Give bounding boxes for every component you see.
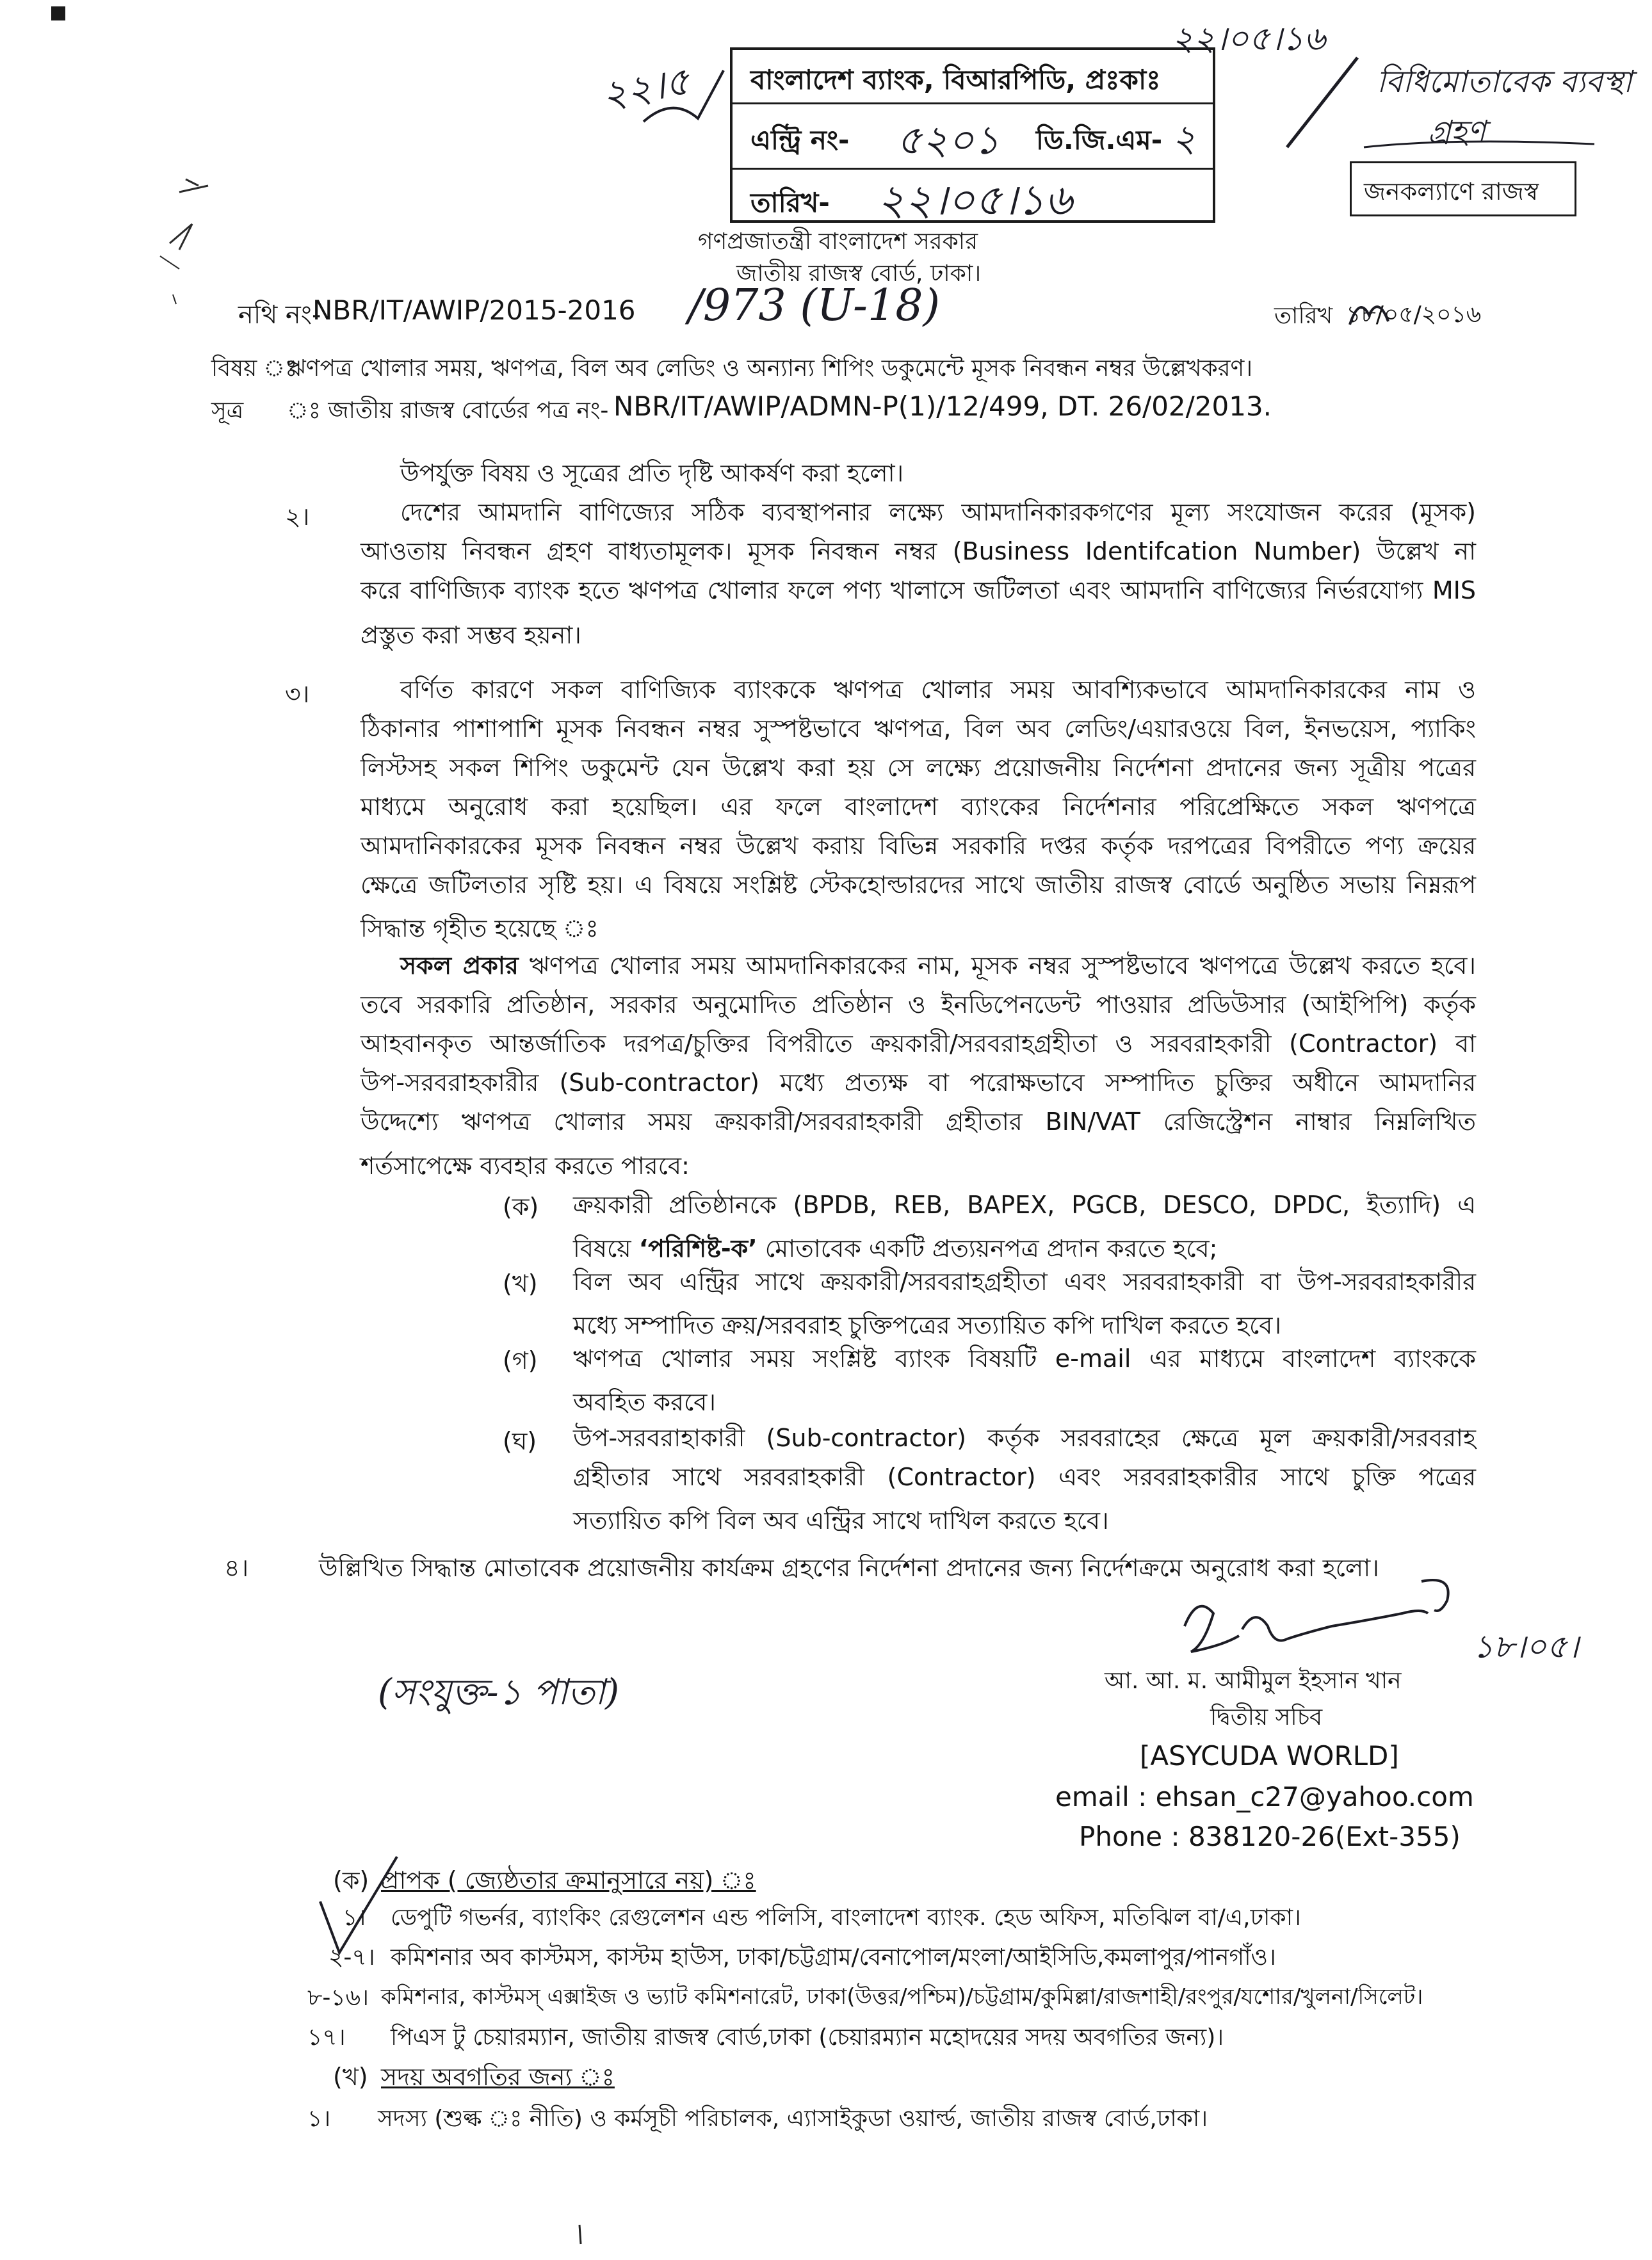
recipient-num: ১৭। <box>307 2024 346 2051</box>
decision-first-rest: ঋণপত্র খোলার সময় আমদানিকারকের নাম, মূসক নম্বর সুস্পষ্টভাবে ঋণপত্রে উল্লেখ করতে হবে। <box>518 951 1476 980</box>
signature-handwritten <box>1178 1575 1486 1665</box>
gov-line1: গণপ্রজাতন্ত্রী বাংলাদেশ সরকার <box>698 229 978 255</box>
para2-last-line: প্রস্তুত করা সম্ভব হয়না। <box>360 621 581 649</box>
para2-line: করে বাণিজ্যিক ব্যাংক হতে ঋণপত্র খোলার ফলে পণ্য খালাসে জটিলতা এবং আমদানি বাণিজ্যের নির্ভরযোগ্য MIS <box>360 576 1476 604</box>
recipients-heading-label: (ক) <box>333 1866 369 1894</box>
decision-first-line <box>400 946 1476 985</box>
item-label: (গ) <box>503 1346 538 1375</box>
decision-line: তবে সরকারি প্রতিষ্ঠান, সরকার অনুমোদিত প্রতিষ্ঠান ও ইনডিপেনডেন্ট পাওয়ার প্রডিউসার (আইপিপি) কর্তৃক <box>360 990 1476 1019</box>
date-label: তারিখ <box>1274 303 1333 329</box>
attachment-note: (সংযুক্ত-১ পাতা) <box>378 1672 620 1713</box>
para2-line: দেশের আমদানি বাণিজ্যের সঠিক ব্যবস্থাপনার লক্ষ্যে আমদানিকারকগণের মূল্য সংযোজন করের (মূসক) <box>400 498 1476 526</box>
top-right-note: বিধিমোতাবেক ব্যবস্থা <box>1377 64 1632 100</box>
top-right-stroke <box>1281 51 1370 154</box>
para3-line: আমদানিকারকের মূসক নিবন্ধন নম্বর উল্লেখ করায় বিভিন্ন সরকারি দপ্তর কর্তৃক দরপত্রের বিপরীতে পণ্য ক্রয়ের <box>360 832 1476 860</box>
para4-text: উল্লিখিত সিদ্ধান্ত মোতাবেক প্রয়োজনীয় কার্যক্রম গ্রহণের নির্দেশনা প্রদানের জন্য নির্দেশক্রমে অনুরোধ করা হলো। <box>319 1554 1379 1582</box>
signature-phone: Phone : 838120-26(Ext-355) <box>1079 1821 1461 1852</box>
stamp-entry-label: এন্ট্রি নং- <box>750 124 850 156</box>
stamp-dgm-label: ডি.জি.এম- <box>1036 124 1163 156</box>
info-heading: সদয় অবগতির জন্য ঃ <box>381 2063 615 2091</box>
decision-line: উদ্দেশ্যে ঋণপত্র খোলার সময় ক্রয়কারী/সরবরাহকারী গ্রহীতার BIN/VAT রেজিস্ট্রেশন নাম্বার নিম্নলিখিত <box>360 1108 1476 1136</box>
stamp-divider-1 <box>730 102 1213 104</box>
info-text: সদস্য (শুল্ক ঃ নীতি) ও কর্মসূচী পরিচালক, এ্যাসাইকুডা ওয়ার্ল্ড, জাতীয় রাজস্ব বোর্ড,ঢাকা। <box>378 2106 1208 2132</box>
signature-date: ১৮।০৫। <box>1473 1628 1579 1665</box>
item-label: (খ) <box>503 1270 538 1298</box>
item-label: (ক) <box>503 1193 539 1221</box>
decision-last-line: শর্তসাপেক্ষে ব্যবহার করতে পারবে: <box>360 1152 690 1180</box>
fold-line <box>573 2222 611 2247</box>
item-bold-annex: ‘পরিশিষ্ট-ক’ <box>638 1234 757 1263</box>
recipients-heading: প্রাপক ( জ্যেষ্ঠতার ক্রমানুসারে নয়) ঃ <box>381 1866 756 1894</box>
para3-line: ঠিকানার পাশাপাশি মূসক নিবন্ধন নম্বর সুস্পষ্টভাবে ঋণপত্র, বিল অব লেডিং/এয়ারওয়ে বিল, ইনভয়েস, প্যাকিং <box>360 714 1476 743</box>
signature-name: আ. আ. ম. আমীমুল ইহসান খান <box>1105 1668 1402 1694</box>
signature-designation: দ্বিতীয় সচিব <box>1210 1704 1323 1731</box>
stamp-line1: বাংলাদেশ ব্যাংক, বিআরপিডি, প্রঃকাঃ <box>750 64 1161 95</box>
subject-label: বিষয় ঃ <box>211 355 298 382</box>
stamp-dgm-value: ২ <box>1172 117 1196 160</box>
para3-number: ৩। <box>285 680 310 708</box>
recipient-num: ২-৭। <box>328 1944 375 1971</box>
info-heading-label: (খ) <box>333 2063 368 2091</box>
para3-line: লিস্টসহ সকল শিপিং ডকুমেন্ট যেন উল্লেখ করা হয় সে লক্ষ্যে প্রয়োজনীয় নির্দেশনা প্রদানের জন্য সূত্রীয় পত্রের <box>360 754 1476 782</box>
reference-label: সূত্র <box>211 398 244 424</box>
signature-office: [ASYCUDA WORLD] <box>1140 1740 1399 1772</box>
item-line: অবহিত করবে। <box>573 1388 716 1416</box>
reference-text-bn: ঃ জাতীয় রাজস্ব বোর্ডের পত্র নং- <box>287 398 609 424</box>
top-margin-note: ২২।০৫।১৬ <box>1172 20 1325 58</box>
para4-number: ৪। <box>224 1554 249 1582</box>
para3-line: বর্ণিত কারণে সকল বাণিজ্যিক ব্যাংককে ঋণপত্র খোলার সময় আবশ্যিকভাবে আমদানিকারকের নাম ও <box>400 675 1476 704</box>
scan-corner-mark <box>51 6 65 20</box>
left-margin-tick <box>640 83 730 147</box>
stamp-entry-value: ৫২০১ <box>896 117 1000 163</box>
recipient-text: কমিশনার অব কাস্টমস, কাস্টম হাউস, ঢাকা/চট্টগ্রাম/বেনাপোল/মংলা/আইসিডি,কমলাপুর/পানগাঁও। <box>391 1944 1276 1971</box>
recipient-text: পিএস টু চেয়ারম্যান, জাতীয় রাজস্ব বোর্ড,ঢাকা (চেয়ারম্যান মহোদয়ের সদয় অবগতির জন্য)। <box>391 2024 1224 2051</box>
item-label: (ঘ) <box>503 1427 537 1455</box>
item-line: সত্যায়িত কপি বিল অব এন্ট্রির সাথে দাখিল করতে হবে। <box>573 1506 1109 1535</box>
date-value: ১৮/০৫/২০১৬ <box>1346 302 1482 328</box>
top-right-underline <box>1357 134 1601 160</box>
reference-text-en: NBR/IT/AWIP/ADMN-P(1)/12/499, DT. 26/02/2013. <box>613 391 1272 422</box>
decision-first-bold: সকল প্রকার <box>400 951 519 980</box>
stamp-date-label: তারিখ- <box>750 187 830 218</box>
item-line: উপ-সরবরাহাকারী (Sub-contractor) কর্তৃক সরবরাহের ক্ষেত্রে মূল ক্রয়কারী/সরবরাহ <box>573 1424 1476 1452</box>
signature-email: email : ehsan_c27@yahoo.com <box>1055 1781 1474 1812</box>
top-right-note-2: গ্রহণ <box>1428 114 1486 150</box>
file-no-value: NBR/IT/AWIP/2015-2016 <box>312 295 636 326</box>
item-line: বিষয়ে ‘পরিশিষ্ট-ক’ মোতাবেক একটি প্রত্যয়নপত্র প্রদান করতে হবে; <box>573 1234 1218 1263</box>
gov-line2: জাতীয় রাজস্ব বোর্ড, ঢাকা। <box>736 261 982 287</box>
recipient-num: ৮-১৬। <box>307 1985 369 2011</box>
para2-line: আওতায় নিবন্ধন গ্রহণ বাধ্যতামূলক। মূসক নিবন্ধন নম্বর (Business Identifcation Number) উল্লেখ না <box>360 537 1476 565</box>
slogan: জনকল্যাণে রাজস্ব <box>1364 177 1539 206</box>
date-hand-overwrite <box>1343 289 1395 334</box>
para2-number: ২। <box>285 503 310 531</box>
file-no-handwritten: /973 (U-18) <box>688 280 940 331</box>
recipient-text: ডেপুটি গভর্নর, ব্যাংকিং রেগুলেশন এন্ড পলিসি, বাংলাদেশ ব্যাংক. হেড অফিস, মতিঝিল বা/এ,ঢাকা। <box>391 1905 1301 1931</box>
decision-line: আহবানকৃত আন্তর্জাতিক দরপত্র/চুক্তির বিপরীতে ক্রয়কারী/সরবরাহগ্রহীতা ও সরবরাহকারী (Contractor) বা <box>360 1029 1476 1058</box>
recipient-text: কমিশনার, কাস্টমস্ এক্সাইজ ও ভ্যাট কমিশনারেট, ঢাকা(উত্তর/পশ্চিম)/চট্টগ্রাম/কুমিল্লা/রাজশাহী/রংপুর/যশোর/খুলনা/সিলেট। <box>381 1984 1423 2010</box>
item-line: মধ্যে সম্পাদিত ক্রয়/সরবরাহ চুক্তিপত্রের সত্যায়িত কপি দাখিল করতে হবে। <box>573 1311 1282 1339</box>
subject-text: ঋণপত্র খোলার সময়, ঋণপত্র, বিল অব লেডিং ও অন্যান্য শিপিং ডকুমেন্টে মূসক নিবন্ধন নম্বর উল্লেখকরণ। <box>287 355 1253 382</box>
para3-last-line: সিদ্ধান্ত গৃহীত হয়েছে ঃ <box>360 914 599 942</box>
stamp-date-value: ২২।০৫।১৬ <box>877 175 1073 225</box>
para1: উপর্যুক্ত বিষয় ও সূত্রের প্রতি দৃষ্টি আকর্ষণ করা হলো। <box>400 459 904 487</box>
para3-line: মাধ্যমে অনুরোধ করা হয়েছিল। এর ফলে বাংলাদেশ ব্যাংকের নির্দেশনার পরিপ্রেক্ষিতে সকল ঋণপত্রে <box>360 793 1476 821</box>
item-line: ক্রয়কারী প্রতিষ্ঠানকে (BPDB, REB, BAPEX, PGCB, DESCO, DPDC, ইত্যাদি) এ <box>573 1191 1476 1219</box>
item-line: গ্রহীতার সাথে সরবরাহকারী (Contractor) এবং সরবরাহকারীর সাথে চুক্তি পত্রের <box>573 1463 1476 1491</box>
para3-line: ক্ষেত্রে জটিলতার সৃষ্টি হয়। এ বিষয়ে সংশ্লিষ্ট স্টেকহোল্ডারদের সাথে জাতীয় রাজস্ব বোর্ডে অনুষ্ঠিত সভায় নিম্নরূপ <box>360 871 1476 899</box>
recipient-num: ১। <box>343 1905 366 1931</box>
item-line: বিল অব এন্ট্রির সাথে ক্রয়কারী/সরবরাহগ্রহীতা এবং সরবরাহকারী বা উপ-সরবরাহকারীর <box>573 1268 1476 1296</box>
file-no-label: নথি নং- <box>238 300 321 330</box>
item-line: ঋণপত্র খোলার সময় সংশ্লিষ্ট ব্যাংক বিষয়টি e-mail এর মাধ্যমে বাংলাদেশ ব্যাংককে <box>573 1344 1476 1373</box>
decision-line: উপ-সরবরাহকারীর (Sub-contractor) মধ্যে প্রত্যক্ষ বা পরোক্ষভাবে সম্পাদিত চুক্তির অধীনে আমদানির <box>360 1069 1476 1097</box>
info-num: ১। <box>307 2106 331 2132</box>
left-margin-note: ২২।৫ <box>598 58 693 118</box>
